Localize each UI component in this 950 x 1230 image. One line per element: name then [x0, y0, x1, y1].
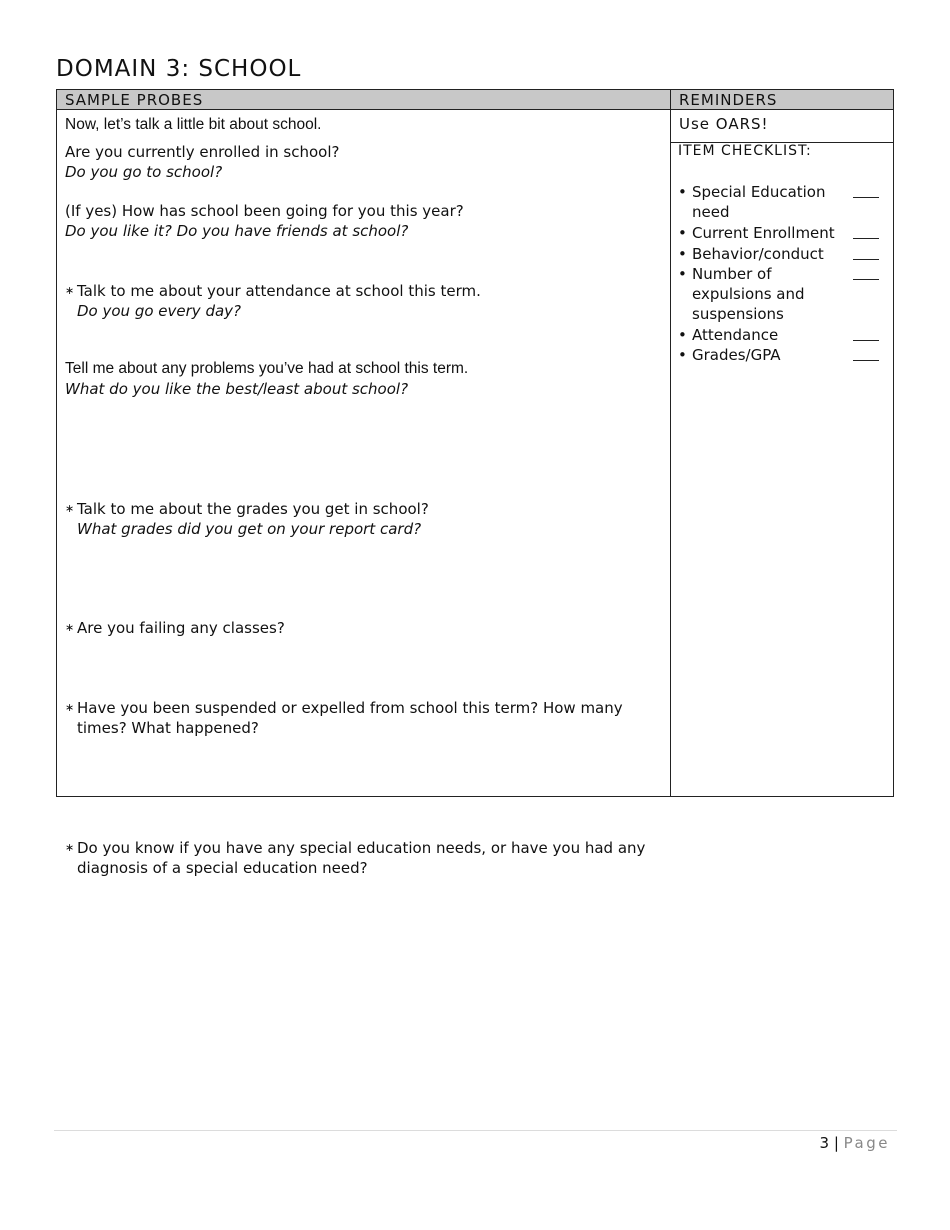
checklist-item	[678, 244, 884, 264]
probe-school-going	[65, 201, 661, 241]
checklist-blank-line	[853, 238, 879, 239]
checklist-item-label: Current Enrollment	[692, 224, 835, 242]
checklist-item-label: Attendance	[692, 326, 779, 344]
probe-main-text: Have you been suspended or expelled from school this term? How many times? What happened?	[77, 699, 623, 737]
probe-suspended	[65, 698, 667, 738]
probe-problems	[65, 359, 661, 399]
reminders-column	[671, 90, 893, 796]
page-footer	[820, 1134, 891, 1152]
probe-sub-text: Do you go to school?	[65, 163, 223, 181]
checklist-item-label: Special Education need	[692, 183, 826, 221]
footer-separator: |	[833, 1134, 839, 1152]
probe-main-text: Are you currently enrolled in school?	[65, 143, 340, 161]
probe-sub-text: What grades did you get on your report card?	[77, 520, 422, 538]
item-checklist-title: ITEM CHECKLIST:	[678, 143, 812, 159]
probe-main-text: Talk to me about your attendance at school this term.	[77, 282, 481, 300]
bullet-icon: •	[678, 346, 687, 364]
probe-main-text: Do you know if you have any special education needs, or have you had any diagnosis of a special education need?	[77, 839, 646, 877]
page-number: 3	[819, 1134, 830, 1152]
checklist-item	[678, 223, 884, 243]
checklist-blank-line	[853, 279, 879, 280]
checklist-blank-line	[853, 360, 879, 361]
reminders-header: REMINDERS	[671, 90, 893, 110]
footer-divider	[54, 1130, 897, 1131]
probe-sub-text: Do you go every day?	[77, 302, 241, 320]
probe-main-text: Are you failing any classes?	[77, 619, 285, 637]
probes-table	[56, 89, 894, 877]
checklist-blank-line	[853, 340, 879, 341]
star-marker-icon: ∗	[65, 841, 75, 854]
bullet-icon: •	[678, 224, 687, 242]
star-marker-icon: ∗	[65, 502, 75, 515]
bullet-icon: •	[678, 265, 687, 283]
probe-enrollment	[65, 142, 661, 182]
probe-attendance	[65, 281, 673, 321]
probe-grades	[65, 499, 673, 539]
checklist-item-label: Number of expulsions and suspensions	[692, 265, 805, 323]
probe-sub-text: What do you like the best/least about school?	[65, 380, 409, 398]
star-marker-icon: ∗	[65, 621, 75, 634]
checklist-blank-line	[853, 197, 879, 198]
probe-main-text: Talk to me about the grades you get in school?	[77, 500, 429, 518]
checklist-item	[678, 345, 884, 365]
page-title: DOMAIN 3: SCHOOL	[56, 56, 302, 82]
probe-special-education	[65, 838, 669, 878]
checklist-item-label: Behavior/conduct	[692, 245, 824, 263]
probe-sub-text: Do you like it? Do you have friends at school?	[65, 222, 409, 240]
probe-main-text: (If yes) How has school been going for you this year?	[65, 202, 464, 220]
page-label: Page	[843, 1134, 890, 1152]
checklist-item-label: Grades/GPA	[692, 346, 781, 364]
star-marker-icon: ∗	[65, 701, 75, 714]
bullet-icon: •	[678, 245, 687, 263]
star-marker-icon: ∗	[65, 284, 75, 297]
bullet-icon: •	[678, 183, 687, 201]
checklist-item	[678, 264, 884, 324]
checklist-item	[678, 182, 884, 222]
checklist-item	[678, 325, 884, 345]
bullet-icon: •	[678, 326, 687, 344]
oars-reminder: Use OARS!	[671, 110, 893, 143]
probe-main-text: Tell me about any problems you’ve had at school this term.	[65, 360, 469, 377]
probe-intro: Now, let’s talk a little bit about school.	[65, 116, 322, 133]
sample-probes-header: SAMPLE PROBES	[57, 90, 670, 110]
probe-failing	[65, 618, 673, 638]
sample-probes-column	[57, 90, 671, 877]
checklist-blank-line	[853, 259, 879, 260]
